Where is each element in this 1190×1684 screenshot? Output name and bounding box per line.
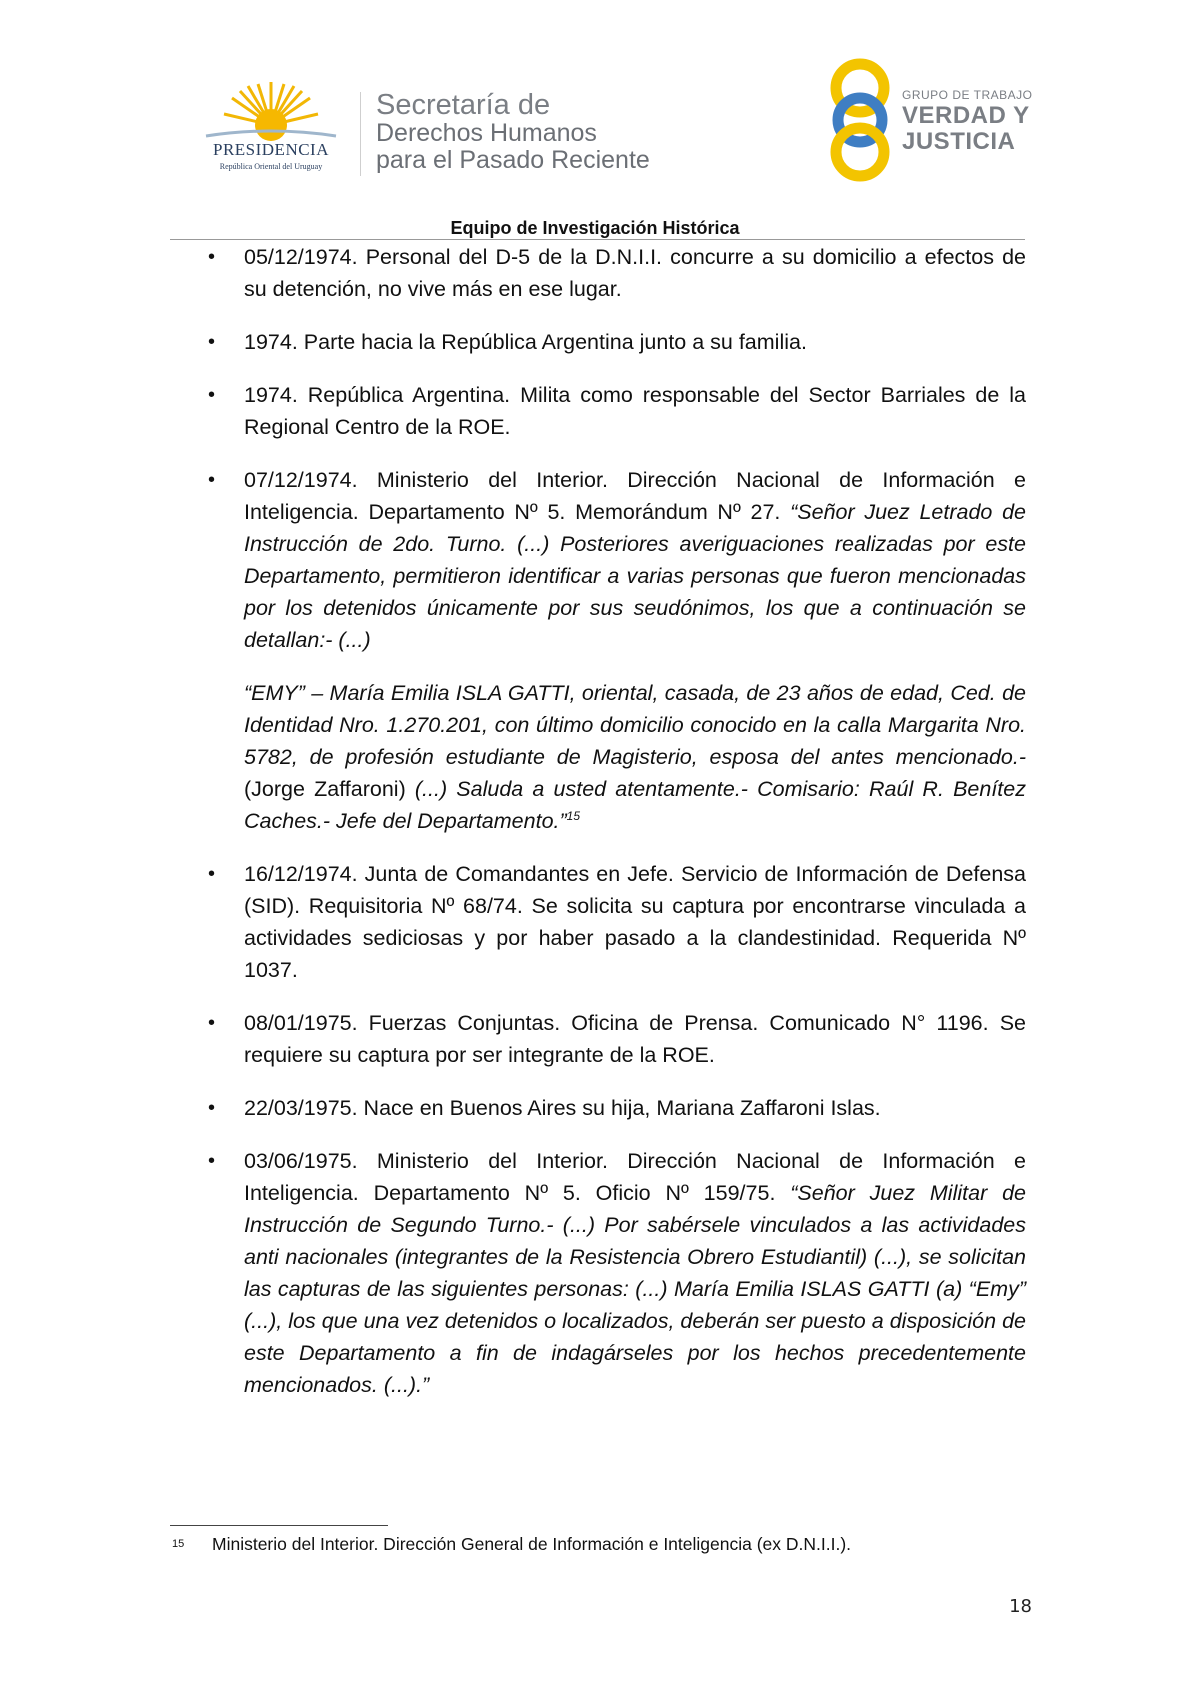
quote-block: [204, 677, 1026, 837]
item-text: 07/12/1974. Ministerio del Interior. Dirección Nacional de Información e Inteligencia. Departamento Nº 5. Memorándum Nº 27.: [244, 468, 1026, 524]
secretaria-logo: [376, 90, 650, 174]
verdad-justicia-logo: [824, 58, 1064, 183]
bullet-icon: •: [208, 1150, 216, 1172]
footnote-rule: [170, 1525, 388, 1526]
presidencia-subtitle: República Oriental del Uruguay: [219, 162, 323, 171]
item-text: 1974. República Argentina. Milita como responsable del Sector Barriales de la Regional Centro de la ROE.: [244, 383, 1026, 439]
bullet-icon: •: [208, 1012, 216, 1034]
list-item: [204, 1145, 1026, 1401]
grupo-title-line-2: JUSTICIA: [902, 128, 1016, 155]
list-item: [204, 379, 1026, 443]
item-text: 08/01/1975. Fuerzas Conjuntas. Oficina de Prensa. Comunicado N° 1196. Se requiere su captura por ser integrante de la ROE.: [244, 1011, 1026, 1067]
bullet-icon: •: [208, 384, 216, 406]
secretaria-line-3: para el Pasado Reciente: [376, 146, 650, 174]
team-name: Equipo de Investigación Histórica: [450, 218, 740, 238]
grupo-label: GRUPO DE TRABAJO: [902, 88, 1033, 102]
item-text: 05/12/1974. Personal del D-5 de la D.N.I.I. concurre a su domicilio a efectos de su detención, no vive más en ese lugar.: [244, 245, 1026, 301]
bullet-icon: •: [208, 469, 216, 491]
document-body: [204, 241, 1026, 1422]
bullet-icon: •: [208, 1097, 216, 1119]
item-quote: “Señor Juez Militar de Instrucción de Segundo Turno.- (...) Por sabérsele vinculados a las actividades anti nacionales (integrantes de la Resistencia Obrero Estudiantil) (...), se solicitan las capturas de las siguientes personas: (...) María Emilia ISLAS GATTI (a) “Emy” (...), los que una vez detenidos o localizados, deberán ser puesto a disposición de este Departamento a fin de indagárseles por los hechos precedentemente mencionados. (...).”: [244, 1181, 1026, 1397]
list-item: [204, 241, 1026, 305]
bullet-icon: •: [208, 863, 216, 885]
footnote-text: Ministerio del Interior. Dirección General de Información e Inteligencia (ex D.N.I.I.).: [212, 1534, 852, 1554]
list-item: [204, 464, 1026, 656]
header-rule: [170, 239, 1025, 240]
list-item: [204, 1007, 1026, 1071]
grupo-title-line-1: VERDAD Y: [902, 102, 1030, 129]
presidencia-title: PRESIDENCIA: [212, 140, 329, 159]
page-number: 18: [1009, 1596, 1032, 1617]
secretaria-line-2: Derechos Humanos: [376, 119, 597, 147]
linked-rings-icon: [824, 58, 896, 183]
item-text: 1974. Parte hacia la República Argentina junto a su familia.: [244, 330, 807, 354]
list-item: [204, 858, 1026, 986]
item-quote: “Señor Juez Letrado de Instrucción de 2do. Turno. (...) Posteriores averiguaciones realizadas por este Departamento, permitieron identificar a varias personas que fueron mencionadas por los detenidos únicamente por sus seudónimos, los que a continuación se detallan:- (...): [244, 500, 1026, 652]
list-item: [204, 1092, 1026, 1124]
secretaria-line-1: Secretaría de: [376, 89, 551, 121]
sun-emblem-icon: [196, 80, 346, 142]
quote-part-1: “EMY” – María Emilia ISLA GATTI, oriental, casada, de 23 años de edad, Ced. de Identidad Nro. 1.270.201, con último domicilio conocido en la calla Margarita Nro. 5782, de profesión estudiante de Magisterio, esposa del antes mencionado.-: [244, 681, 1026, 769]
bullet-icon: •: [208, 246, 216, 268]
bullet-icon: •: [208, 331, 216, 353]
presidencia-logo: [196, 80, 356, 180]
page-header: [0, 0, 1190, 238]
logo-divider: [360, 92, 361, 176]
list-item: [204, 326, 1026, 358]
item-text: 03/06/1975. Ministerio del Interior. Dirección Nacional de Información e Inteligencia. Departamento Nº 5. Oficio Nº 159/75.: [244, 1149, 1026, 1205]
item-text: 22/03/1975. Nace en Buenos Aires su hija, Mariana Zaffaroni Islas.: [244, 1096, 881, 1120]
quote-part-2: (Jorge Zaffaroni): [244, 777, 415, 801]
item-text: 16/12/1974. Junta de Comandantes en Jefe. Servicio de Información de Defensa (SID). Requisitoria Nº 68/74. Se solicita su captura por encontrarse vinculada a actividades sediciosas y por haber pasado a la clandestinidad. Requerida Nº 1037.: [244, 862, 1026, 982]
footnote-reference[interactable]: 15: [566, 808, 581, 823]
footnote-number: 15: [172, 1538, 185, 1550]
quote-part-3: (...) Saluda a usted atentamente.- Comisario: Raúl R. Benítez Caches.- Jefe del Departamento.”: [244, 777, 1026, 833]
